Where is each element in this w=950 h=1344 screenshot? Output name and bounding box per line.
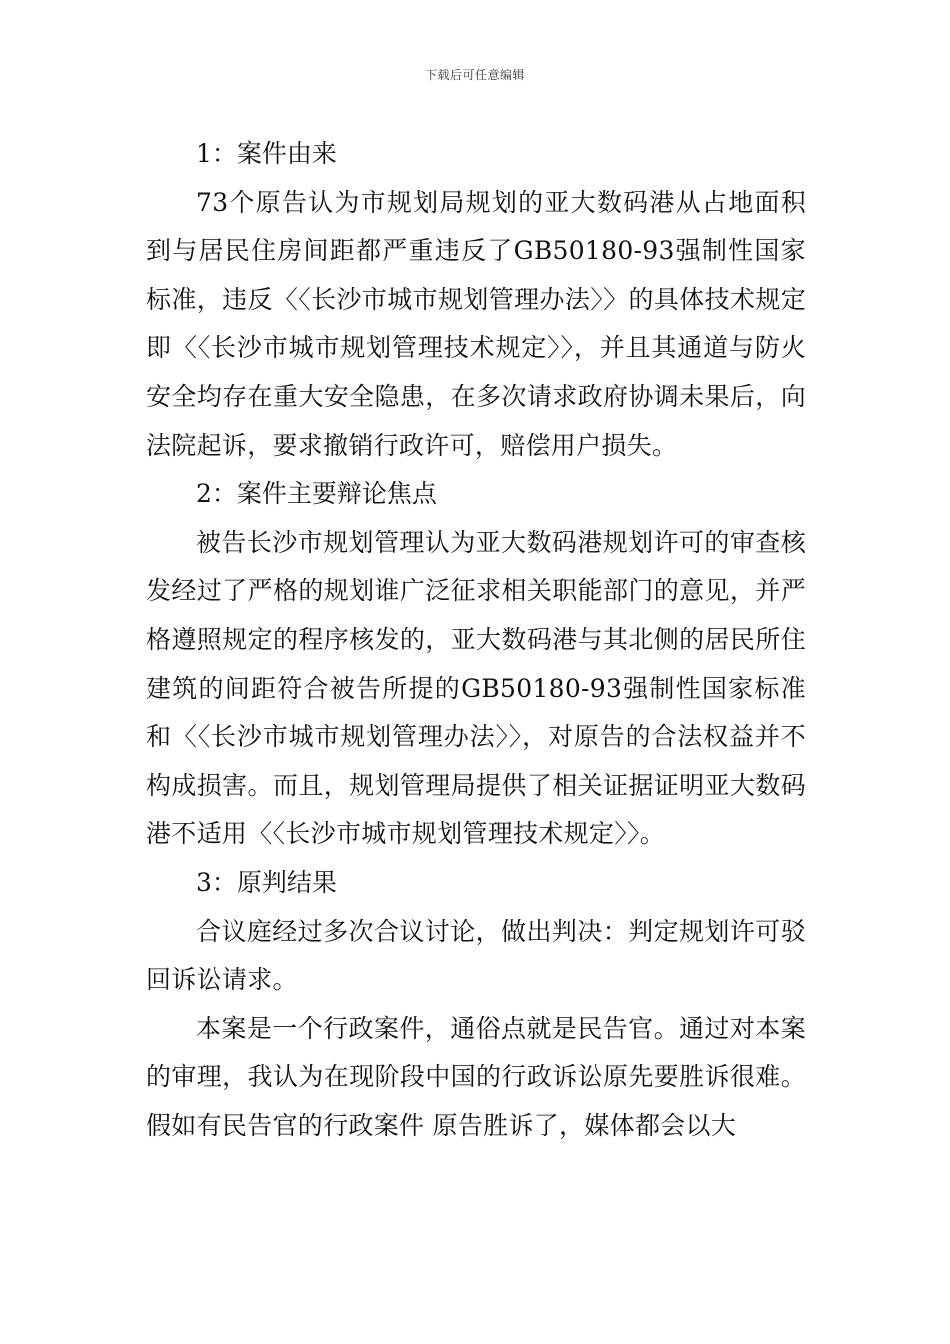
section-heading-debate-focus: 2：案件主要辩论焦点 (196, 479, 437, 509)
page-header: 下载后可任意编辑 (424, 68, 525, 82)
paragraph-case-origin: 73个原告认为市规划局规划的亚大数码港从占地面积到与居民住房间距都严重违反了GB50180-93强制性国家标准，违反〈〈长沙市城市规划管理办法〉〉的具体技术规定即〈〈长沙市城市规划管理技术规定〉〉，并且其通道与防火安全均存在重大安全隐患，在多次请求政府协调未果后，向法院起诉，要求撤销行政许可，赔偿用户损失。 (146, 187, 806, 460)
document-body (146, 130, 806, 1150)
paragraph-original-judgment: 合议庭经过多次合议讨论，做出判决：判定规划许可驳回诉讼请求。 (146, 916, 806, 995)
section-heading-case-origin: 1：案件由来 (196, 139, 337, 168)
paragraph-commentary: 本案是一个行政案件，通俗点就是民告官。通过对本案的审理，我认为在现阶段中国的行政诉讼原先要胜诉很难。假如有民告官的行政案件 原告胜诉了，媒体都会以大 (146, 1013, 806, 1140)
paragraph-debate-focus: 被告长沙市规划管理认为亚大数码港规划许可的审查核发经过了严格的规划谁广泛征求相关职能部门的意见，并严格遵照规定的程序核发的，亚大数码港与其北侧的居民所住建筑的间距符合被告所提的GB50180-93强制性国家标准和〈〈长沙市城市规划管理办法〉〉，对原告的合法权益并不构成损害。而且，规划管理局提供了相关证据证明亚大数码港不适用〈〈长沙市城市规划管理技术规定〉〉。 (146, 527, 806, 849)
section-heading-original-judgment: 3：原判结果 (196, 867, 337, 897)
